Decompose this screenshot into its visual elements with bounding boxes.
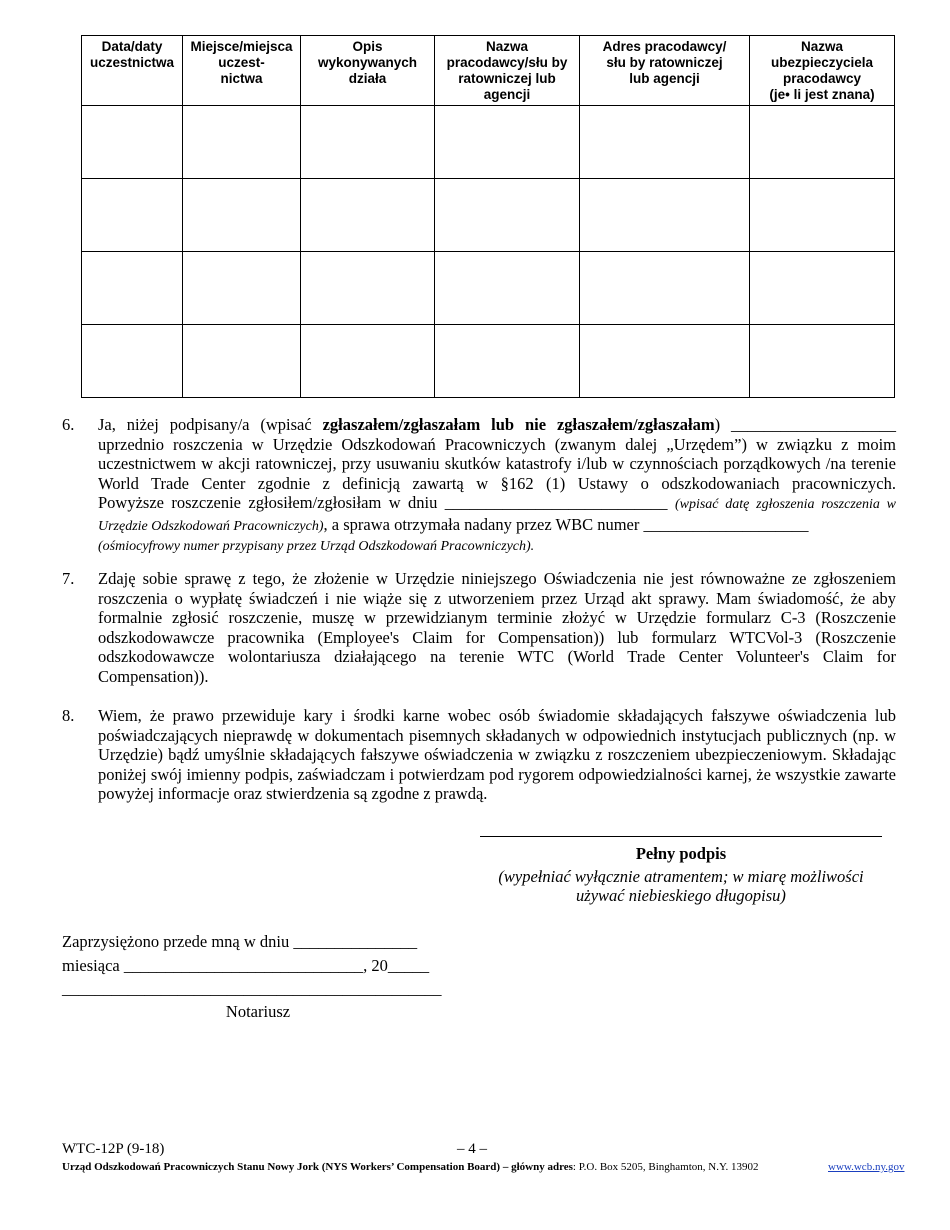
item-6-choice: zgłaszałem/zgłaszałam lub nie zgłaszałem/zgłaszałam [322,415,715,434]
item-7-text: Zdaję sobie sprawę z tego, że złożenie w Urzędzie niniejszego Oświadczenia nie jest równoważne ze zgłoszeniem roszczenia o wypłatę świadczeń i nie wiąże się z utworzeniem przez Urząd akt sprawy. Mam świadomość, że aby formalnie zgłosić roszczenie, muszę w przewidzianym terminie złożyć w Urzędzie formularz C-3 (Roszczenie odszkodowawcze pracownika (Employee's Claim for Compensation)) lub formularz WTCVol-3 (Roszczenie odszkodowawcze wolontariusza działającego na terenie WTC (World Trade Center Volunteer's Claim for Compensation)). [98,569,896,686]
header-text [304,39,431,87]
table-cell[interactable] [750,325,895,398]
table-header-row [82,36,895,106]
header-line: uczest- [218,55,265,70]
table-cell[interactable] [183,252,301,325]
table-cell[interactable] [82,179,183,252]
header-line: (je• li jest znana) [769,87,875,102]
header-line: Opis [352,39,383,54]
header-line: Adres pracodawcy/ [602,39,727,54]
table-cell[interactable] [301,179,435,252]
item-6-wcb-number-blank[interactable]: , a sprawa otrzymała nadany przez WBC numer ____________________ [323,514,809,534]
header-line: wykonywanych [317,55,418,70]
item-6-date-blank[interactable]: Powyższe roszczenie zgłosiłem/zgłosiłam w dniu ___________________________ [98,493,675,513]
table-row [82,252,895,325]
employment-table [81,35,895,398]
header-text [753,39,891,103]
item-6-number: 6. [62,415,75,434]
item-7 [62,569,896,687]
table-cell[interactable] [301,325,435,398]
header-dates [82,36,183,106]
item-6-number-note: (ośmiocyfrowy numer przypisany przez Urząd Odszkodowań Pracowniczych). [98,538,535,554]
table-cell[interactable] [183,325,301,398]
header-line: nictwa [220,71,263,86]
table-cell[interactable] [750,179,895,252]
signature-note-line-2: używać niebieskiego długopisu) [576,886,786,905]
table-cell[interactable] [435,179,580,252]
header-line: lub agencji [629,71,700,86]
table-cell[interactable] [580,106,750,179]
header-line: Nazwa [485,39,529,54]
header-description [301,36,435,106]
header-text [186,39,297,87]
table-cell[interactable] [301,252,435,325]
header-line: Miejsce/miejsca [190,39,293,54]
signature-label: Pełny podpis [635,844,727,863]
item-6-blank[interactable]: ) ____________________ [714,415,896,434]
table-cell[interactable] [435,325,580,398]
header-employer-name [435,36,580,106]
notary-signature-line[interactable]: ______________________________________________ [62,979,442,998]
table-cell[interactable] [82,106,183,179]
table-cell[interactable] [580,179,750,252]
form-id: WTC-12P (9-18) [62,1141,165,1157]
wcb-website-link[interactable]: www.wcb.ny.gov [828,1161,905,1173]
header-line: Data/daty [101,39,163,54]
table-cell[interactable] [750,252,895,325]
table-cell[interactable] [435,106,580,179]
table-cell[interactable] [750,106,895,179]
sworn-date-line[interactable]: Zaprzysiężono przede mną w dniu _______________ [62,932,418,951]
page-number: – 4 – [457,1141,487,1157]
table-cell[interactable] [82,325,183,398]
item-6-paragraph: uprzednio roszczenia w Urzędzie Odszkodowań Pracowniczych (zwanym dalej „Urzędem”) w związku z moim uczestnictwem w akcji ratowniczej, przy usuwaniu skutków katastrofy i/lub w czynnościach porządkowych /na terenie World Trade Center zgodnie z definicją zawartą w §162 (1) Ustawy o odszkodowaniach pracowniczych. [98,434,896,493]
item-6-text [98,415,896,556]
header-employer-address [580,36,750,106]
item-6-intro: Ja, niżej podpisany/a (wpisać [98,415,323,434]
item-6 [62,415,896,556]
table-row [82,179,895,252]
table-row [82,325,895,398]
header-line: ratowniczej lub [458,71,556,86]
table-row [82,106,895,179]
footer-postal-address: : P.O. Box 5205, Binghamton, N.Y. 13902 [572,1161,759,1173]
footer-board-name: Urząd Odszkodowań Pracowniczych Stanu Nowy Jork (NYS Workers’ Compensation Board) – główny adres [62,1161,573,1173]
header-line: działa [348,71,387,86]
table-cell[interactable] [435,252,580,325]
header-text [85,39,179,71]
header-text [583,39,746,87]
notary-label: Notariusz [225,1002,291,1021]
table-cell[interactable] [183,179,301,252]
item-8 [62,706,896,804]
footer-address [62,1160,759,1174]
item-6-date-note: (wpisać datę zgłoszenia roszczenia w Urzędzie Odszkodowań Pracowniczych) [98,497,897,534]
table-cell[interactable] [580,325,750,398]
header-places [183,36,301,106]
signature-line[interactable] [480,836,882,837]
header-text [438,39,576,103]
item-8-text: Wiem, że prawo przewiduje kary i środki karne wobec osób świadomie składających fałszywe oświadczenia lub poświadczających nieprawdę w dokumentach pisemnych składanych w odpowiednich instytucjach publicznych (np. w Urzędzie) bądź umyślnie składających fałszywe oświadczenia w związku z roszczeniem ubezpieczeniowym. Składając poniżej swój imienny podpis, zaświadczam i potwierdzam pod rygorem odpowiedzialności karnej, że wszystkie zawarte powyżej informacje oraz stwierdzenia są zgodne z prawdą. [98,706,896,804]
signature-note-line-1: (wypełniać wyłącznie atramentem; w miarę możliwości [498,867,864,886]
header-line: uczestnictwa [89,55,175,70]
header-line: agencji [483,87,531,102]
header-line: ubezpieczyciela [770,55,874,70]
header-line: pracodawcy/słu by [446,55,568,70]
item-7-number: 7. [62,569,75,588]
header-line: pracodawcy [782,71,862,86]
header-insurer [750,36,895,106]
table-cell[interactable] [301,106,435,179]
table-cell[interactable] [580,252,750,325]
header-line: słu by ratowniczej [606,55,723,70]
header-line: Nazwa [800,39,844,54]
item-8-number: 8. [62,706,75,725]
table-cell[interactable] [183,106,301,179]
sworn-month-year-line[interactable]: miesiąca _____________________________, 20_____ [62,956,430,975]
table-cell[interactable] [82,252,183,325]
